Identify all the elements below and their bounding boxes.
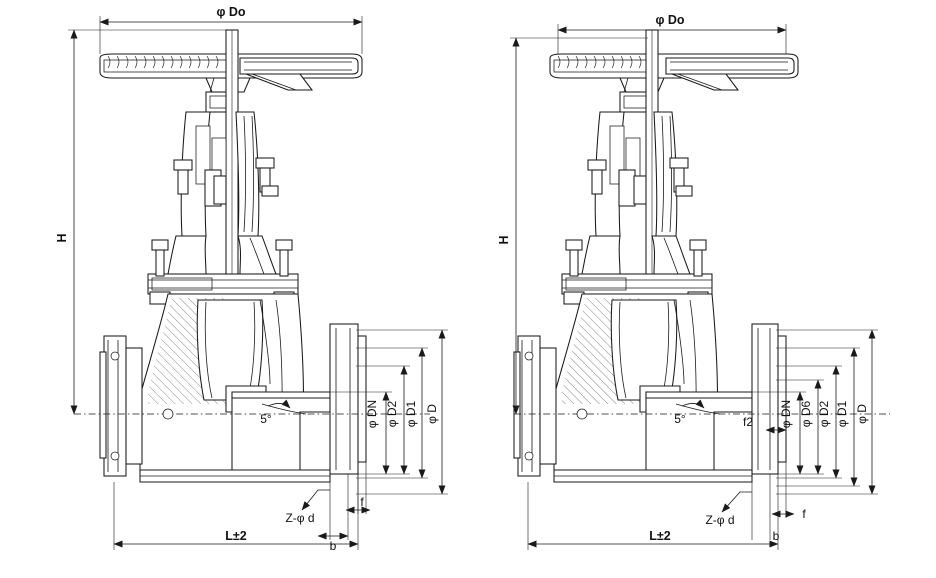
left-dim-bolt-holes — [285, 490, 330, 525]
right-label-d2: φ D2 — [817, 400, 831, 428]
right-dim-flange-thk — [752, 474, 780, 543]
right-end-flange — [514, 336, 556, 476]
right-label-flange-thk: b — [772, 529, 780, 543]
right-label-bore: φ DN — [779, 399, 793, 429]
left-end-flange — [100, 336, 142, 476]
left-label-bolt-holes: Z-φ d — [285, 511, 315, 525]
right-label-f2: f2 — [742, 415, 754, 429]
right-label-handwheel-dia: φ Do — [655, 13, 685, 27]
right-label-d-outer: φ D — [855, 404, 869, 424]
right-label-height: H — [497, 235, 511, 245]
right-handwheel — [550, 54, 798, 92]
right-label-face-to-face: L±2 — [649, 529, 671, 543]
left-view — [55, 5, 448, 553]
right-label-d1: φ D1 — [835, 400, 849, 428]
right-dim-handwheel-dia — [558, 13, 786, 54]
left-label-flange-thk: b — [329, 539, 337, 553]
left-label-height: H — [55, 233, 69, 243]
right-label-bolt-holes: Z-φ d — [705, 513, 735, 527]
right-label-raised-face: f — [802, 507, 806, 521]
left-label-d2: φ D2 — [385, 400, 399, 428]
left-dim-face-to-face — [114, 474, 358, 550]
left-label-face-to-face: L±2 — [225, 529, 247, 543]
left-dim-flange-thk — [318, 474, 348, 553]
right-dim-bolt-holes — [705, 492, 752, 527]
left-label-d-outer: φ D — [425, 404, 439, 424]
left-label-bore: φ DN — [365, 399, 379, 429]
right-view — [497, 13, 890, 550]
left-label-taper-angle: 5° — [260, 412, 272, 426]
left-label-handwheel-dia: φ Do — [216, 5, 246, 19]
left-label-d1: φ D1 — [404, 400, 418, 428]
right-dim-face-to-face — [528, 474, 778, 550]
left-label-raised-face: f — [360, 495, 364, 509]
right-label-d6: φ D6 — [799, 400, 813, 428]
right-label-taper-angle: 5° — [674, 412, 686, 426]
